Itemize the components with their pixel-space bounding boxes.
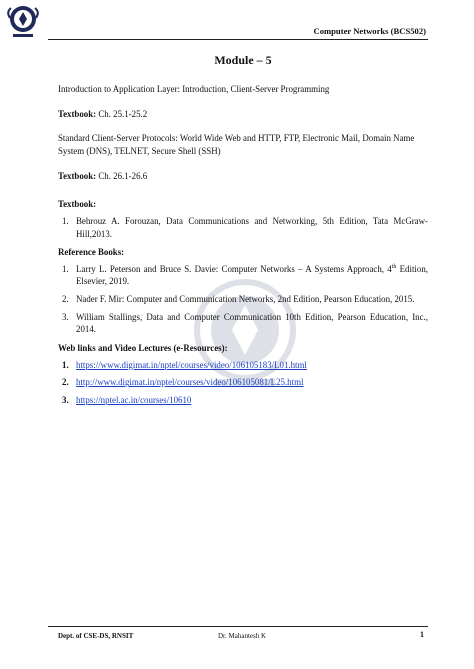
list-item: 1. https://www.digimat.in/nptel/courses/video/106105183/L01.html — [62, 359, 307, 370]
topic-client-server-protocols: Standard Client-Server Protocols: World Wide Web and HTTP, FTP, Electronic Mail, Domain Name System (DNS), TELNET, Secure Shell (SSH) — [58, 133, 415, 156]
web-links-heading: Web links and Video Lectures (e-Resources): — [58, 343, 228, 353]
page-number: 1 — [420, 630, 424, 639]
web-links-list — [58, 359, 428, 407]
textbook-list — [58, 215, 428, 240]
web-link[interactable]: https://www.digimat.in/nptel/courses/video/106105183/L01.html — [76, 359, 307, 370]
document-body — [58, 52, 428, 413]
textbook-label: Textbook: — [58, 108, 97, 119]
web-link[interactable]: https://nptel.ac.in/courses/10610 — [76, 394, 192, 405]
list-item: 1. Larry L. Peterson and Bruce S. Davie: Computer Networks – A Systems Approach, 4th Edition, Elsevier, 2019. — [62, 263, 428, 287]
textbook-chapters-1 — [58, 108, 428, 121]
reference-list — [58, 263, 428, 336]
footer-divider — [48, 626, 428, 627]
header-course-title: Computer Networks (BCS502) — [313, 26, 426, 36]
textbook-chapter-range: Ch. 26.1-26.6 — [96, 170, 148, 181]
college-logo-icon — [6, 4, 40, 42]
textbook-chapters-2 — [58, 170, 428, 183]
list-item: 1. Behrouz A. Forouzan, Data Communications and Networking, 5th Edition, Tata McGraw-Hill,2013. — [62, 215, 428, 239]
textbook-label: Textbook: — [58, 170, 97, 181]
footer-author: Dr. Mahantesh K — [218, 632, 267, 640]
footer-department: Dept. of CSE-DS, RNSIT — [58, 632, 134, 640]
header-divider — [48, 39, 428, 40]
module-title: Module – 5 — [214, 53, 272, 67]
topic-intro-application-layer: Introduction to Application Layer: Introduction, Client-Server Programming — [58, 84, 330, 95]
textbook-heading: Textbook: — [58, 199, 97, 210]
web-link[interactable]: http://www.digimat.in/nptel/courses/video/106105081/L25.html — [76, 377, 304, 388]
list-item: 2. http://www.digimat.in/nptel/courses/video/106105081/L25.html — [62, 377, 304, 388]
list-item: 2. Nader F. Mir: Computer and Communication Networks, 2nd Edition, Pearson Education, 2015. — [62, 294, 415, 305]
reference-books-heading: Reference Books: — [58, 247, 125, 258]
list-item: 3. https://nptel.ac.in/courses/10610 — [62, 394, 192, 405]
textbook-chapter-range: Ch. 25.1-25.2 — [96, 108, 148, 119]
list-item: 3. William Stallings, Data and Computer Communication 10th Edition, Pearson Education, Inc., 2014. — [62, 311, 428, 335]
